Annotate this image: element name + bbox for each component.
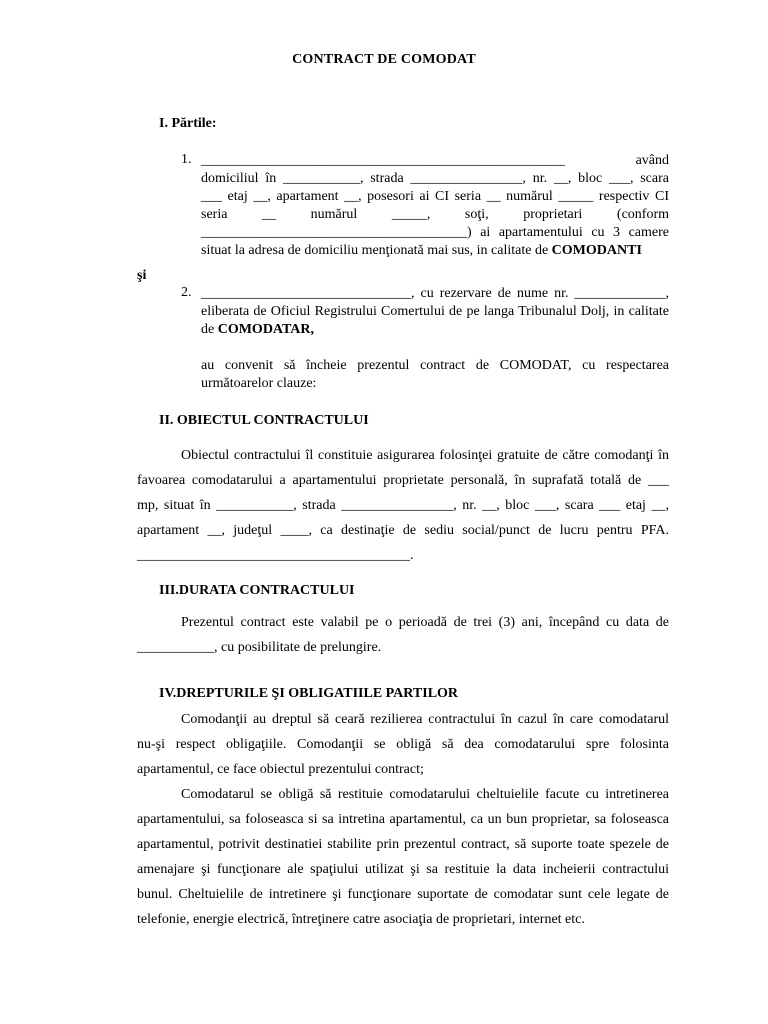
section-2-heading: II. OBIECTUL CONTRACTULUI (159, 413, 369, 428)
party-1-line: domiciliul în ___________, strada ________________, nr. __, bloc ___, scara (201, 171, 669, 186)
party-1-number: 1. (181, 152, 192, 167)
party-1-line: ____________________________________________________ având (201, 153, 669, 168)
section-4-heading: IV.DREPTURILE ŞI OBLIGATIILE PARTILOR (159, 686, 459, 701)
section-2-line: mp, situat în ___________, strada ________________, nr. __, bloc ___, scara ___ etaj __, (137, 498, 669, 513)
section-3-line: Prezentul contract este valabil pe o perioadă de trei (3) ani, începând cu data de (181, 615, 669, 630)
section-2-body (137, 443, 669, 568)
section-3-heading: III.DURATA CONTRACTULUI (159, 583, 355, 598)
section-4-line: Comodatarul se obligă să restituie comodatarului cheltuielile facute cu intretinerea (181, 787, 669, 802)
agreement-paragraph (201, 357, 669, 393)
section-2-line: _______________________________________. (137, 548, 414, 563)
party-2-line: eliberata de Oficiul Registrului Comertului de pe langa Tribunalul Dolj, in calitate (201, 304, 669, 319)
party-2-paragraph (201, 285, 669, 339)
section-4-line: amenajare şi funcţionare ale spaţiului utilizat şi sa restituie la data incheierii contractului (137, 862, 669, 877)
party-2-last-line (201, 321, 669, 339)
document-title: CONTRACT DE COMODAT (292, 52, 476, 67)
party-1-line: ______________________________________) ai apartamentului cu 3 camere (201, 225, 669, 240)
section-3-line: ___________, cu posibilitate de prelungire. (137, 640, 382, 655)
conjunction-si: şi (137, 268, 147, 283)
party-2-line: ______________________________, cu rezervare de nume nr. _____________, (201, 286, 669, 301)
comodanti-label: COMODANTI (551, 243, 642, 258)
party-1-line: ___ etaj __, apartament __, posesori ai CI seria __ numărul _____ respectiv CI (201, 189, 669, 204)
section-4-line: telefonie, energie electrică, întreţinere catre asociaţia de proprietari, internet etc. (137, 912, 585, 927)
party-1-paragraph (201, 152, 669, 260)
party-1-last-text: situat la adresa de domiciliu menţionată mai sus, in calitate de (201, 243, 549, 258)
agreement-line: au convenit să încheie prezentul contract de COMODAT, cu respectarea (201, 358, 669, 373)
section-4-body (137, 707, 669, 932)
agreement-line: următoarelor clauze: (201, 376, 317, 391)
section-1-heading: I. Părtile: (159, 116, 217, 131)
party-1-last-line (201, 242, 669, 260)
section-2-line: apartament __, judeţul ____, ca destinaţie de sediu social/punct de lucru pentru PFA. (137, 523, 669, 538)
section-2-line: Obiectul contractului îl constituie asigurarea folosinţei gratuite de către comodanţi în (181, 448, 669, 463)
section-2-line: favoarea comodatarului a apartamentului proprietate personală, în suprafată totală de ___ (137, 473, 669, 488)
section-4-line: bunul. Cheltuielile de intretinere şi funcţionare suportate de comodatar sunt cele legate de (137, 887, 669, 902)
section-4-line: apartamentului, sa foloseasca si sa intretina apartamentul, ca un bun proprietar, sa foloseasca (137, 812, 669, 827)
party-2-number: 2. (181, 285, 192, 300)
section-4-line: Comodanţii au dreptul să ceară rezilierea contractului în cazul în care comodatarul (181, 712, 669, 727)
section-4-line: apartamentul, potrivit destinatiei stabilite prin prezentul contract, să suporte toate spezele de (137, 837, 669, 852)
party-2-last-text: de (201, 322, 215, 337)
section-3-body (137, 610, 669, 660)
section-4-line: nu-şi respect obligaţiile. Comodanţii se obligă să dea comodatarului spre folosinta (137, 737, 669, 752)
comodatar-label: COMODATAR, (217, 322, 315, 337)
section-4-line: apartamentul, ce face obiectul prezentului contract; (137, 762, 424, 777)
party-1-line: seria __ numărul _____, soţi, proprietari (conform (201, 207, 669, 222)
